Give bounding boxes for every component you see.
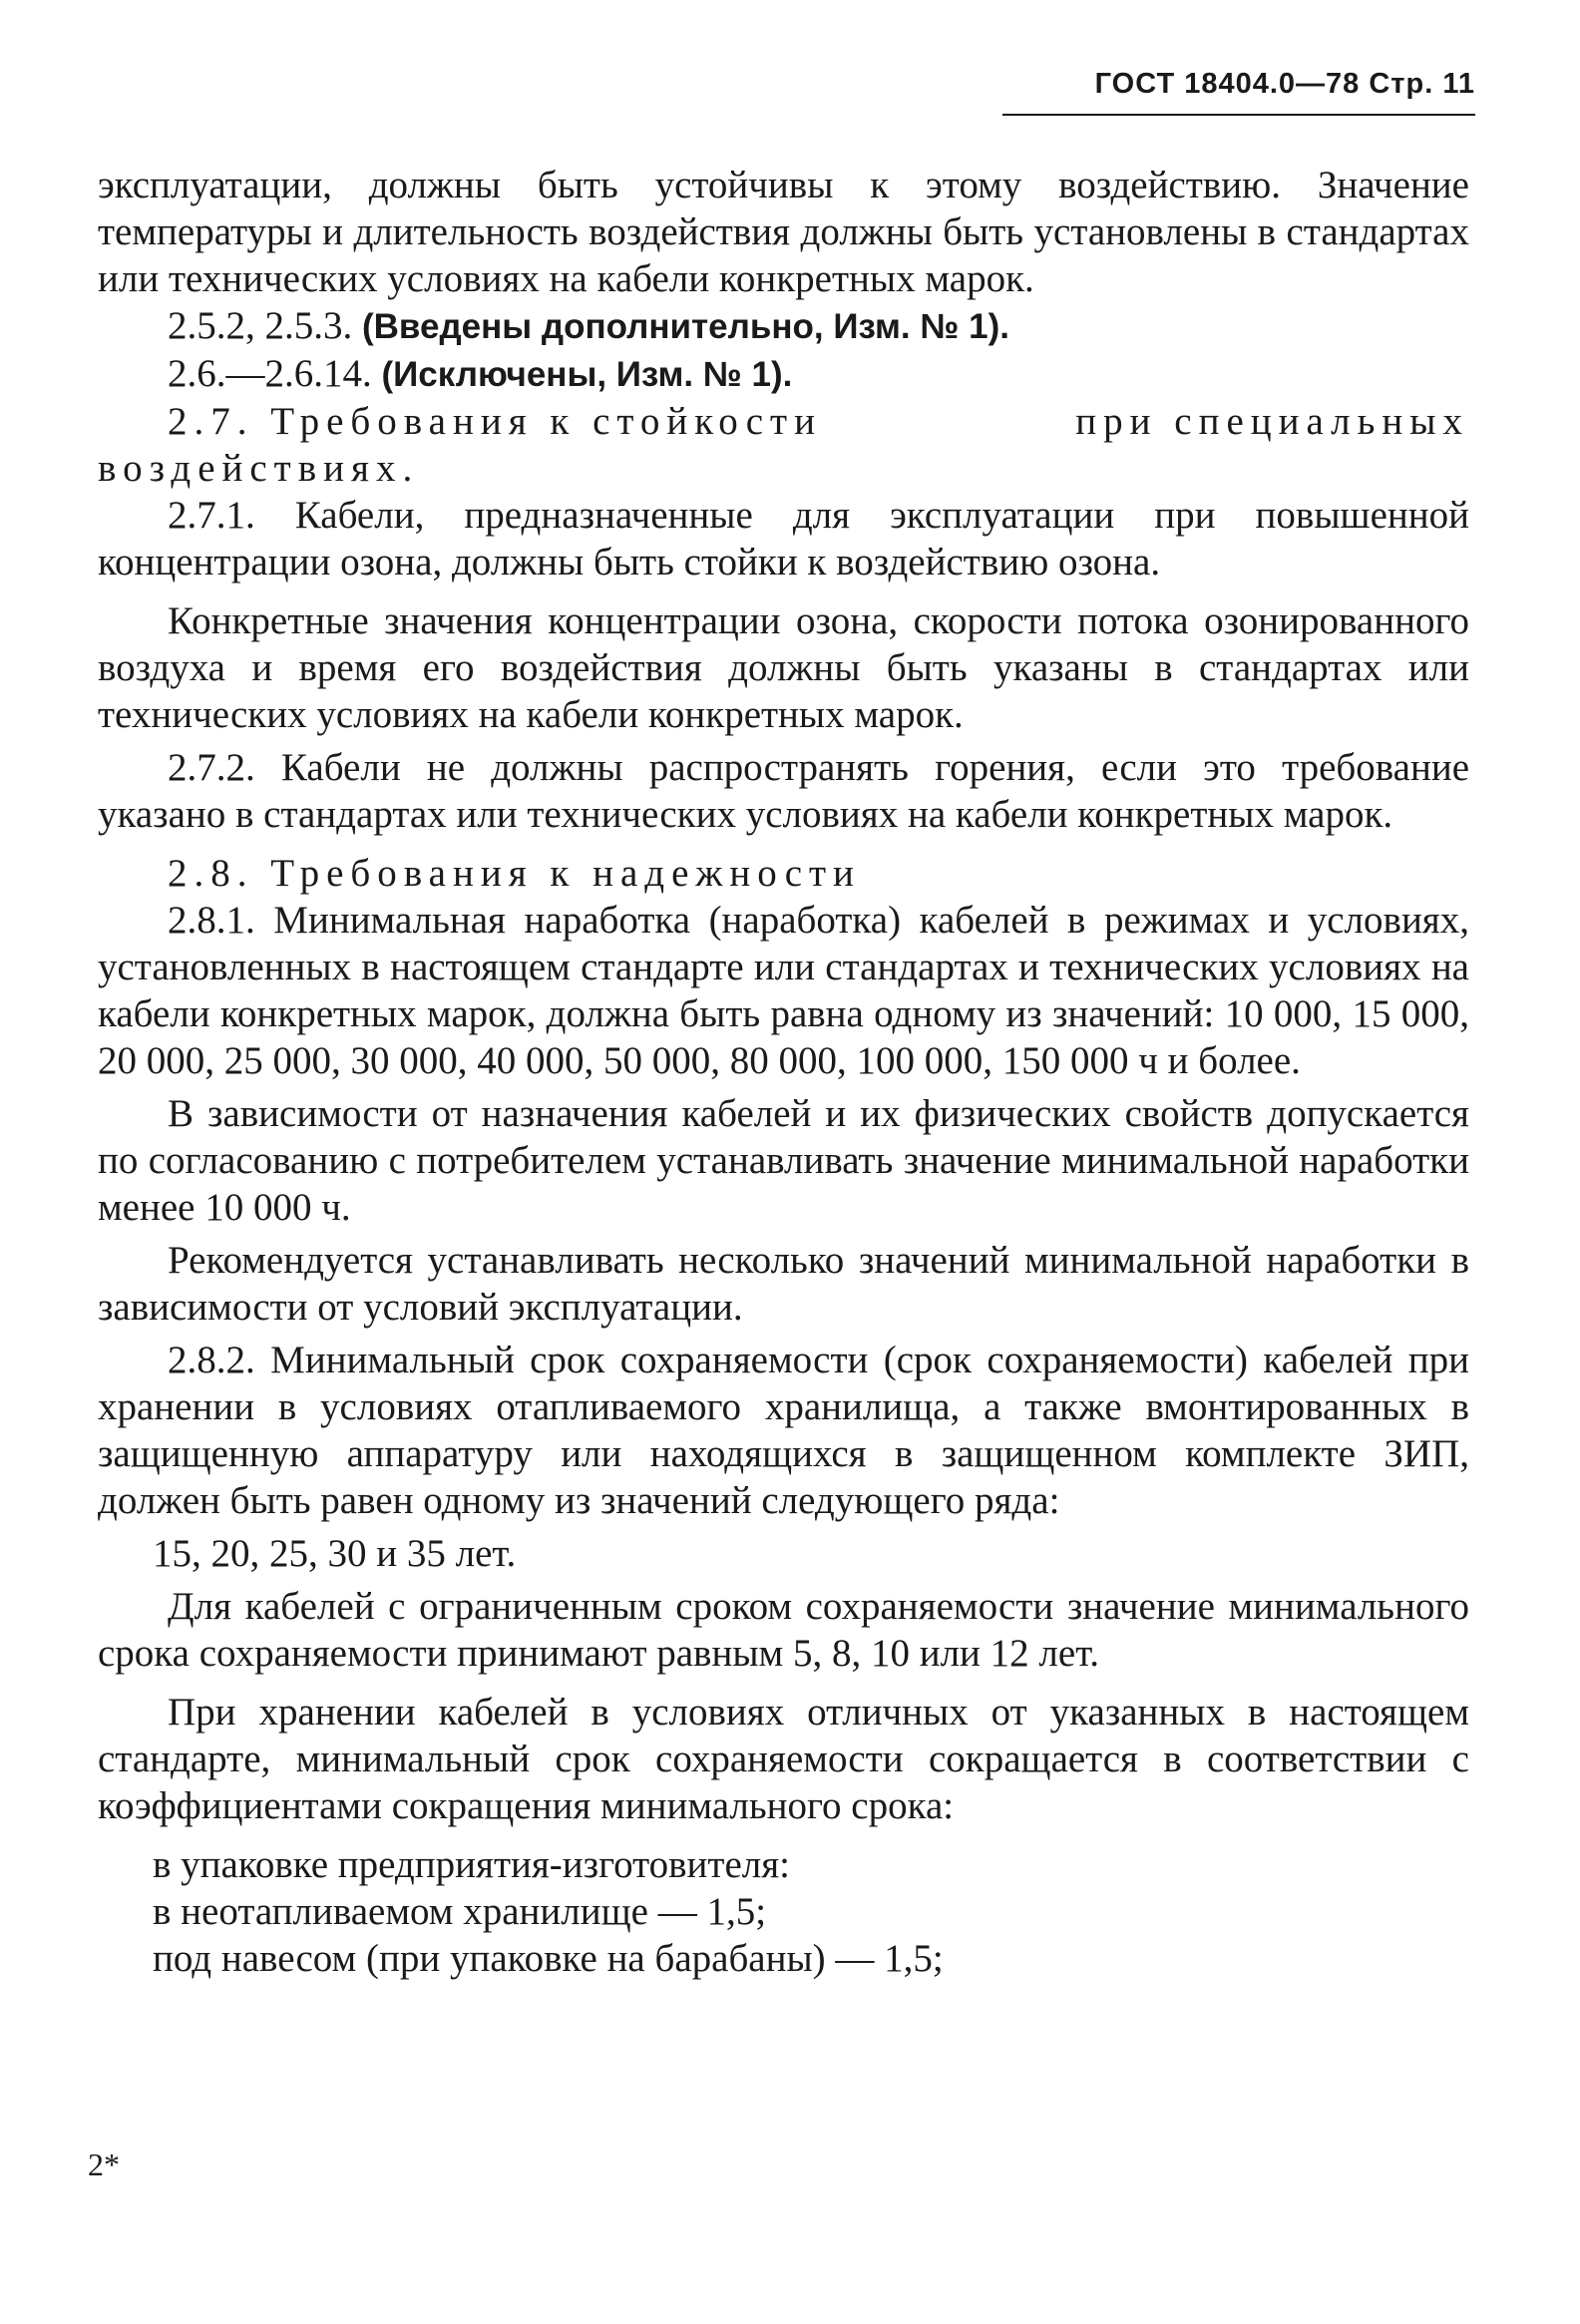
list-item: под навесом (при упаковке на барабаны) — 1,5; <box>153 1937 944 1980</box>
section-heading-right: при специальных <box>1075 400 1469 443</box>
document-body <box>98 162 1469 1982</box>
paragraph: 15, 20, 25, 30 и 35 лет. <box>153 1532 517 1575</box>
paragraph: Конкретные значения концентрации озона, скорости потока озонированного воздуха и время его воздействия должны быть указаны в стандартах или технических условиях на кабели конкретных марок. <box>98 599 1469 736</box>
section-heading-cont: воздействиях. <box>98 447 420 490</box>
paragraph: При хранении кабелей в условиях отличных от указанных в настоящем стандарте, минимальный срок сохраняемости сокращается в соответствии с коэффициентами сокращения минимального срока: <box>98 1691 1469 1827</box>
section-heading <box>98 398 1469 445</box>
paragraph: 2.7.2. Кабели не должны распространять горения, если это требование указано в стандартах или технических условиях на кабели конкретных марок. <box>98 746 1469 836</box>
clause-number: 2.6.—2.6.14. <box>168 352 382 395</box>
amendment-note <box>98 302 1469 350</box>
list <box>98 1841 1469 1982</box>
amendment-note <box>98 350 1469 398</box>
section-heading: 2.8. Требования к надежности <box>168 852 861 895</box>
list-item: в упаковке предприятия-изготовителя: <box>153 1843 790 1886</box>
amendment-text: (Введены дополнительно, Изм. № 1). <box>362 307 1009 346</box>
list-item: в неотапливаемом хранилище — 1,5; <box>153 1890 767 1933</box>
paragraph: Рекомендуется устанавливать несколько значений минимальной наработки в зависимости от условий эксплуатации. <box>98 1239 1469 1329</box>
paragraph: 2.8.2. Минимальный срок сохраняемости (срок сохраняемости) кабелей при хранении в условиях отапливаемого хранилища, а также вмонтированных в защищенную аппаратуру или находящихся в защищенном комплекте ЗИП, должен быть равен одному из значений следующего ряда: <box>98 1339 1469 1522</box>
clause-number: 2.5.2, 2.5.3. <box>168 304 362 347</box>
amendment-text: (Исключены, Изм. № 1). <box>381 355 793 394</box>
header-rule <box>1002 114 1475 116</box>
running-head: ГОСТ 18404.0—78 Стр. 11 <box>1094 68 1475 100</box>
paragraph: 2.7.1. Кабели, предназначенные для эксплуатации при повышенной концентрации озона, должны быть стойки к воздействию озона. <box>98 494 1469 583</box>
paragraph: Для кабелей с ограниченным сроком сохраняемости значение минимального срока сохраняемости принимают равным 5, 8, 10 или 12 лет. <box>98 1585 1469 1675</box>
paragraph: В зависимости от назначения кабелей и их физических свойств допускается по согласованию с потребителем устанавливать значение минимальной наработки менее 10 000 ч. <box>98 1092 1469 1229</box>
section-heading-left: 2.7. Требования к стойкости <box>168 400 822 443</box>
paragraph: эксплуатации, должны быть устойчивы к этому воздействию. Значение температуры и длительность воздействия должны быть установлены в стандартах или технических условиях на кабели конкретных марок. <box>98 164 1469 300</box>
paragraph: 2.8.1. Минимальная наработка (наработка) кабелей в режимах и условиях, установленных в настоящем стандарте или стандартах и технических условиях на кабели конкретных марок, должна быть равна одному из значений: 10 000, 15 000, 20 000, 25 000, 30 000, 40 000, 50 000, 80 000, 100 000, 150 000 ч и более. <box>98 899 1469 1082</box>
signature-mark: 2* <box>88 2146 120 2182</box>
